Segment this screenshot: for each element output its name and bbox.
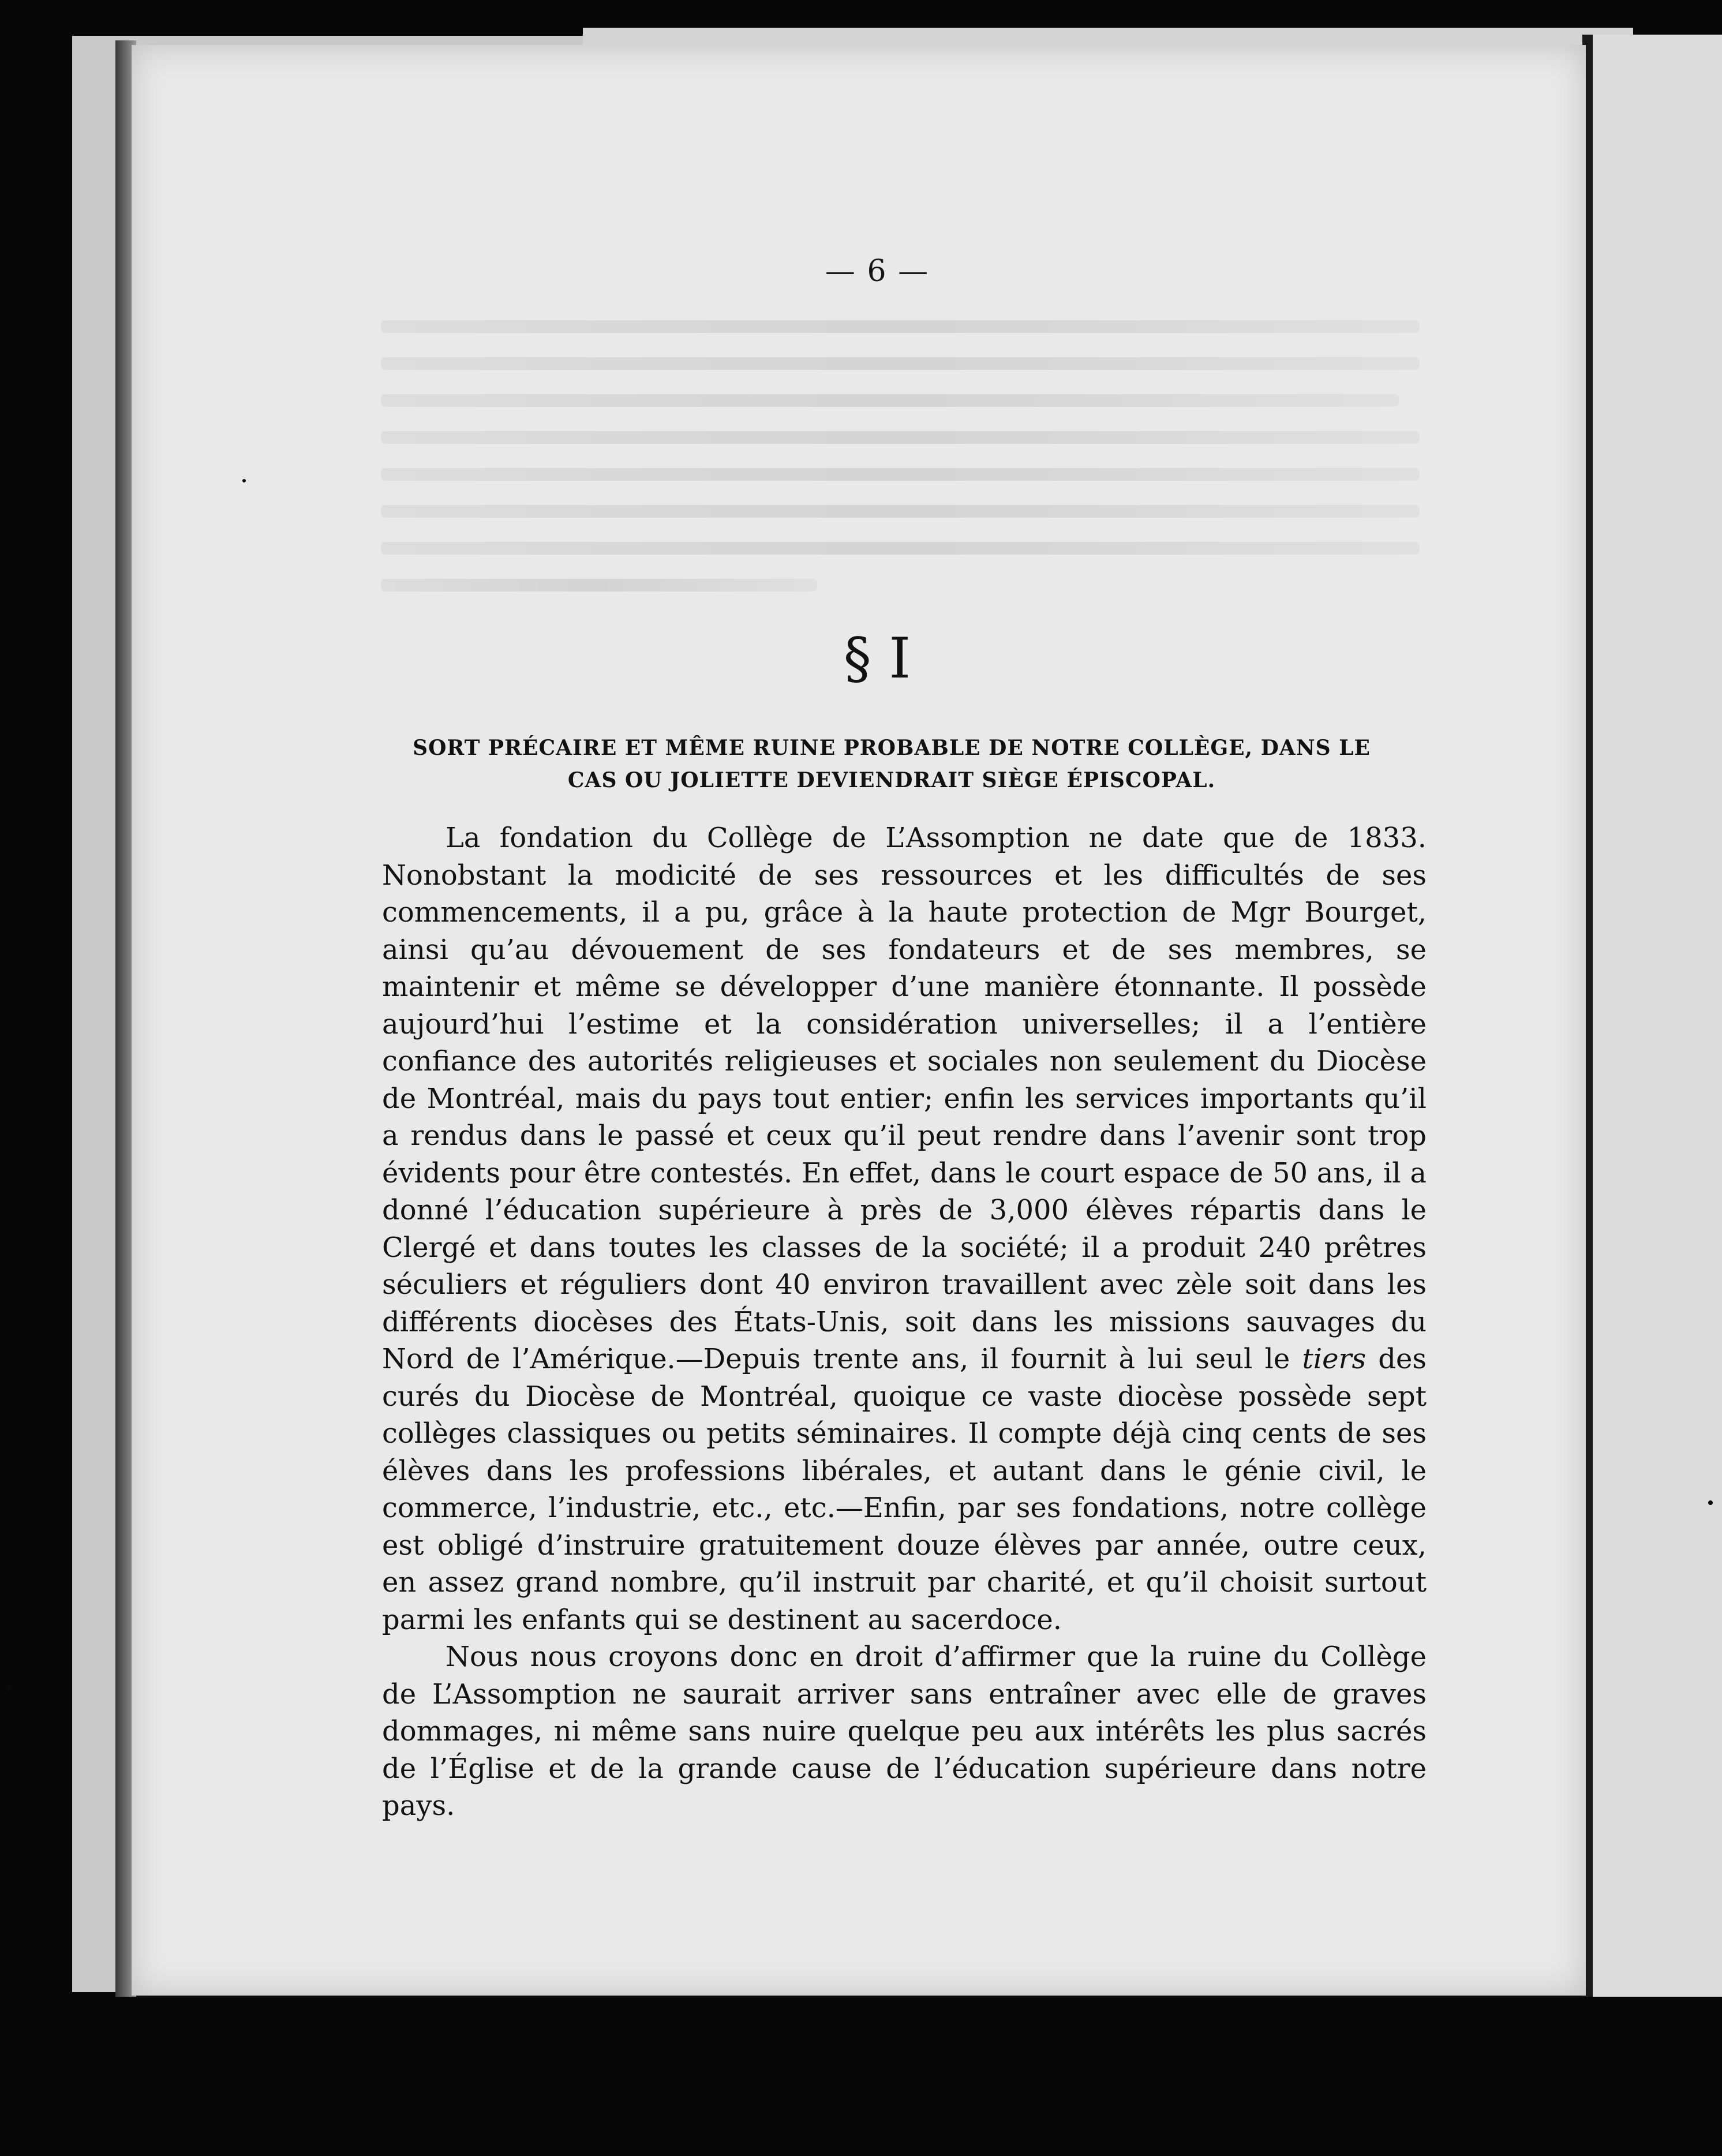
bleed-through-text — [381, 320, 1420, 616]
page-number: — 6 — — [825, 254, 930, 289]
dust-speck — [7, 1685, 13, 1691]
paragraph-1 — [382, 819, 1427, 1638]
paragraph-1-text-b: des curés du Diocèse de Montréal, quoique ce vaste diocèse possède sept collèges classiques ou petits séminaires. Il compte déjà cinq cents de ses élèves dans les professions libérales, et autant dans le génie civil, le commerce, l’industrie, etc., etc.—Enfin, par ses fondations, notre collège est obligé d’instruire gratuitement douze élèves par année, outre ceux, en assez grand nombre, qu’il instruit par charité, et qu’il choisit surtout parmi les enfants qui se destinent au sacerdoce. — [382, 1343, 1427, 1636]
underlying-sheet-top-edge — [583, 28, 1633, 45]
paragraph-1-text-a: La fondation du Collège de L’Assomption ne date que de 1833. Nonobstant la modicité de ses ressources et les difficultés de ses commencements, il a pu, grâce à la haute protection de Mgr Bourget, ainsi qu’au dévouement de ses fondateurs et de ses membres, se maintenir et même se développer d’une manière étonnante. Il possède aujourd’hui l’estime et la considération universelles; il a l’entière confiance des autorités religieuses et sociales non seulement du Diocèse de Montréal, mais du pays tout entier; enfin les services importants qu’il a rendus dans le passé et ceux qu’il peut rendre dans l’avenir sont trop évidents pour être contestés. En effet, dans le court espace de 50 ans, il a donné l’éducation supérieure à près de 3,000 élèves répartis dans le Clergé et dans toutes les classes de la société; il a produit 240 prêtres séculiers et réguliers dont 40 environ travaillent avec zèle soit dans les différents diocèses des États-Unis, soit dans les missions sauvages du Nord de l’Amérique.—Depuis trente ans, il fournit à lui seul le — [382, 822, 1427, 1375]
body-text — [382, 819, 1427, 1825]
section-title — [404, 732, 1379, 796]
dust-speck — [1708, 1500, 1713, 1505]
section-title-line-2: CAS OU JOLIETTE DEVIENDRAIT SIÈGE ÉPISCOPAL. — [567, 768, 1216, 792]
next-page-edge — [1593, 35, 1722, 1997]
section-title-line-1: SORT PRÉCAIRE ET MÊME RUINE PROBABLE DE NOTRE COLLÈGE, DANS LE — [413, 736, 1371, 760]
dust-speck — [242, 479, 246, 482]
section-mark: § I — [843, 626, 911, 691]
paragraph-2: Nous nous croyons donc en droit d’affirmer que la ruine du Collège de L’Assomption ne saurait arriver sans entraîner avec elle de graves dommages, ni même sans nuire quelque peu aux intérêts les plus sacrés de l’Église et de la grande cause de l’éducation supérieure dans notre pays. — [382, 1641, 1427, 1822]
paragraph-1-italic-word: tiers — [1302, 1343, 1367, 1375]
